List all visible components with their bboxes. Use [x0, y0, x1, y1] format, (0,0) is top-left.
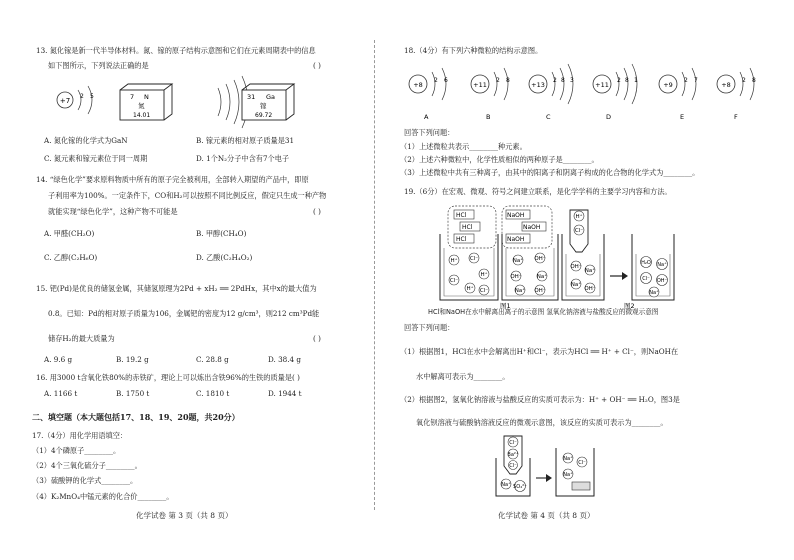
- q19-item-2b: 氧化钡溶液与硫酸钠溶液反应的微观示意图，该反应的实质可表示为________。: [416, 418, 668, 427]
- fig2b-ion-2: Na⁺: [657, 262, 667, 268]
- particle-c: [529, 64, 574, 121]
- particle-e-shell-2: 7: [694, 77, 698, 84]
- q16-stem: 16. 用3000 t含氧化铁80%的赤铁矿，理论上可以炼出含铁96%的生铁的质量是( ): [36, 373, 300, 382]
- particle-structure-diagrams: [400, 62, 770, 122]
- q14-option-c: C. 乙醇(C₂H₆O): [44, 253, 98, 262]
- q14-answer-paren: ( ): [313, 207, 321, 216]
- fig1b-ion-6: OH⁻: [534, 288, 546, 294]
- particle-f: [717, 68, 756, 121]
- q15-stem-2: 0.8。已知：Pd的相对原子质量为106，金属钯的密度为12 g/cm³，则212 cm³Pd能: [48, 309, 320, 318]
- fig2b-ion-4: OH⁻: [656, 278, 668, 284]
- particle-a-nucleus: +8: [413, 81, 423, 89]
- q18-item-1: （1）上述微粒共表示________种元素。: [400, 142, 527, 151]
- fig1a-ion-5: H⁺: [466, 286, 474, 292]
- fig2b-ion-1: H₂O: [641, 260, 651, 266]
- fig1a-ion-4: Cl⁻: [449, 278, 459, 284]
- n-shell-1: 2: [80, 93, 84, 100]
- q15-option-c: C. 28.8 g: [196, 355, 229, 364]
- q13-stem: 13. 氮化镓是新一代半导体材料。氮、镓的原子结构示意图和它们在元素周期表中的信息: [36, 46, 316, 55]
- particle-b-nucleus: +11: [473, 81, 487, 89]
- gallium-element-cell: [240, 84, 298, 124]
- particle-d-shell-2: 8: [625, 77, 629, 84]
- q18-stem: 18.（4分）有下列六种微粒的结构示意图。: [404, 46, 543, 55]
- q14-option-b: B. 甲醇(CH₄O): [196, 229, 247, 238]
- q17-stem: 17.（4分）用化学用语填空：: [32, 431, 128, 440]
- particle-c-shell-1: 2: [553, 77, 557, 84]
- fig1b-ion-5: Na⁺: [514, 288, 526, 294]
- figure-1-label: 图1: [500, 302, 511, 310]
- particle-e-label: E: [680, 113, 685, 121]
- q18-item-3: （3）上述微粒中共有三种离子，由其中的阳离子和阴离子构成的化合物的化学式为________。: [400, 168, 700, 177]
- figure-1-2-beakers: [418, 204, 688, 310]
- fig2-drop-ion-1: H⁺: [575, 214, 583, 220]
- particle-b-label: B: [486, 113, 491, 121]
- page-footer-left: 化学试卷 第 3 页（共 8 页）: [136, 511, 233, 520]
- n-nucleus-label: +7: [59, 97, 71, 105]
- fig3-ion-2: Ba²⁺: [507, 452, 519, 458]
- q16-option-d: D. 1944 t: [268, 389, 302, 398]
- fig1b-ion-1: Na⁺: [512, 258, 524, 264]
- fig2a-ion-2: Na⁺: [584, 268, 596, 274]
- fig1a-ion-3: H⁺: [480, 272, 488, 278]
- particle-b: [471, 68, 510, 121]
- q19-item-2a: （2）根据图2，氢氧化钠溶液与盐酸反应的实质可表示为：H⁺ + OH⁻ ══ H₂O，图3是: [400, 395, 680, 404]
- fig3-ion-5: SO₄²⁻: [513, 484, 527, 490]
- q13-answer-paren: ( ): [313, 61, 321, 70]
- q13-option-b: B. 镓元素的相对原子质量是31: [196, 136, 295, 145]
- fig-naoh-1: NaOH: [507, 212, 525, 219]
- q16-option-a: A. 1166 t: [44, 389, 78, 398]
- fig1b-ion-3: OH⁻: [510, 274, 522, 280]
- q13-stem-2: 如下图所示，下列说法正确的是: [48, 61, 149, 70]
- fig1b-ion-2: OH⁻: [534, 256, 546, 262]
- q14-option-a: A. 甲醛(CH₂O): [44, 229, 95, 238]
- q15-answer-paren: ( ): [313, 334, 321, 343]
- nitrogen-element-cell: [118, 84, 176, 124]
- q17-item-2: （2）4个三氧化硫分子________。: [32, 461, 142, 470]
- particle-c-shell-3: 3: [570, 77, 574, 84]
- fig2b-ion-3: Cl⁻: [642, 276, 650, 282]
- particle-e: [659, 68, 698, 121]
- fig2a-ion-3: Na⁺: [570, 282, 582, 288]
- ga-atomic-number: 31: [247, 93, 256, 101]
- q14-stem: 14. “绿色化学”要求原料物质中所有的原子完全被利用，全部转入期望的产品中，即原: [36, 175, 309, 184]
- ga-name: 镓: [260, 102, 267, 110]
- q15-stem-3: 储存H₂的最大质量为: [48, 334, 115, 343]
- q19-item-1b: 水中解离可表示为________。: [416, 372, 510, 381]
- ga-symbol: Ga: [266, 93, 276, 101]
- particle-f-shell-1: 2: [742, 77, 746, 84]
- q18-prompt: 回答下列问题：: [404, 128, 455, 137]
- page-footer-right: 化学试卷 第 4 页（共 8 页）: [498, 511, 595, 520]
- particle-a-shell-1: 2: [434, 77, 438, 84]
- particle-d-shell-1: 2: [617, 77, 621, 84]
- fig1a-ion-1: H⁺: [450, 258, 458, 264]
- section-2-heading: 二、填空题（本大题包括17、18、19、20题，共20分）: [32, 412, 240, 422]
- left-page: [30, 0, 365, 560]
- particle-b-shell-1: 2: [496, 77, 500, 84]
- particle-a-label: A: [424, 113, 429, 121]
- fig2-drop-ion-2: Cl⁻: [574, 228, 584, 234]
- figure-3-beakers: [490, 432, 600, 500]
- particle-c-label: C: [546, 113, 551, 121]
- q19-item-1a: （1）根据图1，HCl在水中会解离出H⁺和Cl⁻，表示为HCl ══ H⁺ + Cl⁻，则NaOH在: [400, 347, 679, 356]
- particle-e-shell-1: 2: [684, 77, 688, 84]
- fig3-ion-4: Na⁺: [501, 482, 511, 488]
- q18-item-2: （2）上述六种微粒中，化学性质相似的两种原子是________。: [400, 155, 599, 164]
- q13-option-a: A. 氮化镓的化学式为GaN: [44, 136, 128, 145]
- fig-naoh-3: NaOH: [507, 236, 525, 243]
- q17-item-3: （3）硫酸钾的化学式________。: [32, 476, 138, 485]
- ga-mass: 69.72: [255, 112, 273, 119]
- fig-naoh-2: NaOH: [523, 224, 541, 231]
- fig3-ion-7: Cl⁻: [578, 460, 586, 466]
- q19-stem: 19.（6分）在宏观、微观、符号之间建立联系，是化学学科的主要学习内容和方法。: [404, 187, 672, 196]
- fig-hcl-2: HCl: [462, 224, 473, 231]
- fig-hcl-1: HCl: [456, 212, 467, 219]
- fig3-ion-6: Na⁺: [563, 456, 573, 462]
- q16-option-b: B. 1750 t: [116, 389, 150, 398]
- fig-hcl-3: HCl: [456, 236, 467, 243]
- particle-c-shell-2: 8: [561, 77, 565, 84]
- figure-2-label: 图2: [624, 302, 635, 310]
- particle-a: [409, 68, 448, 121]
- q19-prompt: 回答下列问题：: [404, 323, 455, 332]
- q15-option-b: B. 19.2 g: [116, 355, 149, 364]
- n-mass: 14.01: [133, 112, 151, 119]
- q17-item-4: （4）K₂MnO₄中锰元素的化合价________。: [32, 492, 174, 501]
- q13-option-d: D. 1个N₂分子中含有7个电子: [196, 154, 290, 163]
- q15-option-d: D. 38.4 g: [268, 355, 301, 364]
- right-page: [398, 0, 770, 560]
- q14-stem-2: 子利用率为100%。一定条件下，CO和H₂可以按照不同比例反应，假定只生成一种产物: [48, 191, 327, 200]
- q14-option-d: D. 乙酸(C₂H₄O₂): [196, 253, 253, 262]
- fig3-ion-1: Cl⁻: [509, 440, 517, 446]
- fig1a-ion-2: Cl⁻: [469, 256, 479, 262]
- n-atomic-number: 7: [130, 93, 135, 101]
- particle-f-shell-2: 8: [752, 77, 756, 84]
- q15-stem: 15. 钯(Pd)是优良的储氢金属，其储氢原理为2Pd + xH₂ ══ 2PdHx，其中x的最大值为: [36, 284, 317, 293]
- fig3-ion-8: Na⁺: [563, 472, 573, 478]
- fig1a-ion-6: Cl⁻: [479, 288, 489, 294]
- page-divider: [374, 40, 375, 510]
- q13-option-c: C. 氮元素和镓元素位于同一周期: [44, 154, 148, 163]
- particle-e-nucleus: +9: [663, 81, 673, 89]
- particle-a-shell-2: 6: [444, 77, 448, 84]
- fig3-ion-3: Cl⁻: [509, 463, 517, 469]
- fig2b-ion-5: Na⁺: [649, 290, 659, 296]
- fig2a-ion-1: OH⁻: [570, 264, 582, 270]
- particle-c-nucleus: +13: [531, 81, 545, 89]
- figure-caption: HCl和NaOH在水中解离出离子的示意图 氢氧化钠溶液与盐酸反应的微观示意图: [428, 308, 659, 316]
- fig1b-ion-4: Na⁺: [536, 274, 548, 280]
- particle-d: [593, 64, 638, 121]
- particle-d-shell-3: 1: [634, 77, 638, 84]
- fig2a-ion-4: OH⁻: [584, 286, 596, 292]
- particle-f-nucleus: +8: [721, 81, 731, 89]
- q15-option-a: A. 9.6 g: [44, 355, 73, 364]
- q16-option-c: C. 1810 t: [196, 389, 230, 398]
- particle-d-nucleus: +11: [595, 81, 609, 89]
- particle-f-label: F: [734, 113, 738, 121]
- n-name: 氮: [138, 102, 145, 110]
- q17-item-1: （1）4个磷原子________。: [32, 446, 121, 455]
- n-symbol: N: [144, 93, 149, 101]
- q14-stem-3: 就能实现“绿色化学”，这种产物不可能是: [48, 207, 178, 216]
- particle-b-shell-2: 8: [506, 77, 510, 84]
- particle-d-label: D: [606, 113, 612, 121]
- n-shell-2: 5: [90, 93, 94, 100]
